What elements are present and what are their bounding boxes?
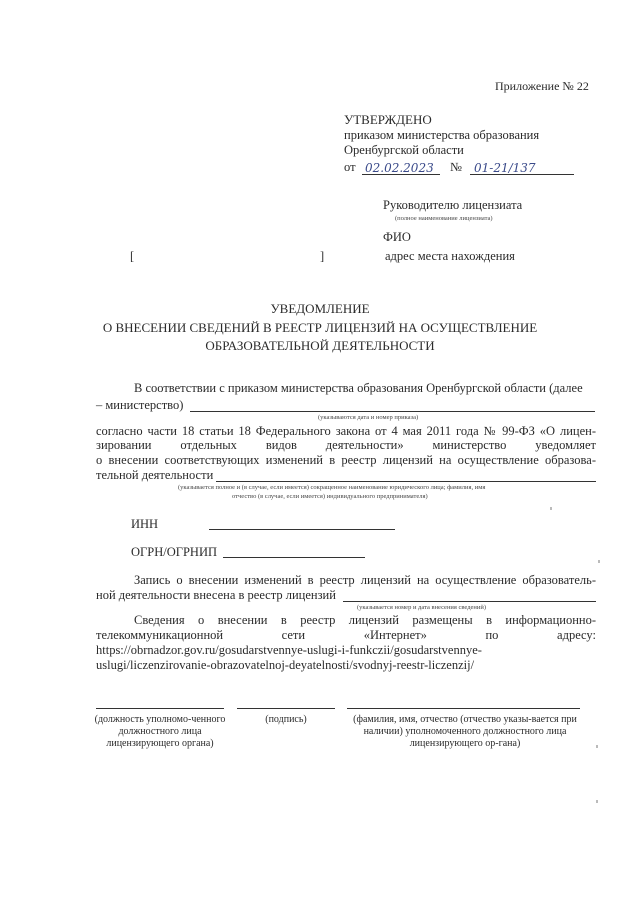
order-number-field bbox=[470, 159, 574, 175]
addressee-fio: ФИО bbox=[383, 230, 411, 244]
signature-line bbox=[237, 708, 335, 709]
approved-label: УТВЕРЖДЕНО bbox=[344, 112, 432, 127]
signature-name-caption: (фамилия, имя, отчество (отчество указы-вается при наличии) уполномоченного должностного лица лицензирующего ор-гана) bbox=[353, 714, 577, 749]
title-line-2: О ВНЕСЕНИИ СВЕДЕНИЙ В РЕЕСТР ЛИЦЕНЗИЙ НА ОСУЩЕСТВЛЕНИЕ bbox=[102, 320, 538, 335]
ogrn-label: ОГРН/ОГРНИП bbox=[131, 545, 217, 559]
p1-hint-2a: (указывается полное и (в случае, если имеется) сокращенное наименование юридического лица; фамилия, имя bbox=[178, 484, 486, 491]
appendix-label: Приложение № 22 bbox=[495, 79, 589, 93]
order-number-handwritten: 01-21/137 bbox=[474, 161, 536, 175]
signature-position-caption: (должность уполномо-ченного должностного лица лицензирующего органа) bbox=[94, 714, 226, 749]
p3-line-4: uslugi/liczenzirovanie-obrazovatelnoj-deyatelnosti/svodnyj-reestr-liczenzij/ bbox=[96, 658, 475, 672]
p3-line-1: Сведения о внесении в реестр лицензий размещены в информационно- bbox=[134, 613, 596, 627]
p1-line-5: о внесении соответствующих изменений в реестр лицензий на осуществление образова- bbox=[96, 453, 596, 467]
p1-line-2: – министерство) bbox=[96, 398, 184, 412]
p1-line-4: зировании отдельных видов деятельности» министерство уведомляет bbox=[96, 438, 596, 452]
p2-line-2: ной деятельности внесена в реестр лицензий bbox=[96, 588, 336, 602]
inn-label: ИНН bbox=[131, 517, 159, 531]
name-line bbox=[347, 708, 580, 709]
order-blank-line bbox=[190, 411, 595, 412]
licensee-blank-line bbox=[216, 481, 596, 482]
order-date-prefix: от bbox=[344, 160, 356, 174]
p1-line-6: тельной деятельности bbox=[96, 468, 214, 482]
addressee-head-hint: (полное наименование лицензиата) bbox=[395, 215, 493, 222]
p3-line-3: https://obrnadzor.gov.ru/gosudarstvennye-uslugi-i-funkczii/gosudarstvennye- bbox=[96, 643, 482, 657]
bracket-close: ] bbox=[320, 249, 325, 263]
p3-line-2: телекоммуникационной сети «Интернет» по адресу: bbox=[96, 628, 596, 642]
p2-hint: (указывается номер и дата внесения сведений) bbox=[357, 604, 487, 611]
signature-sign-caption: (подпись) bbox=[265, 714, 307, 725]
scan-speck bbox=[598, 560, 600, 563]
scan-speck bbox=[596, 745, 598, 748]
title-line-3: ОБРАЗОВАТЕЛЬНОЙ ДЕЯТЕЛЬНОСТИ bbox=[205, 338, 435, 353]
record-blank-line bbox=[343, 601, 596, 602]
scan-speck bbox=[596, 800, 598, 803]
order-line-1: приказом министерства образования bbox=[344, 128, 540, 142]
p1-hint-2b: отчество (в случае, если имеется) индивидуального предпринимателя) bbox=[232, 493, 428, 500]
order-number-prefix: № bbox=[450, 160, 462, 174]
scan-speck bbox=[550, 507, 552, 510]
order-line-2: Оренбургской области bbox=[344, 143, 464, 157]
inn-field bbox=[209, 529, 395, 530]
p2-line-1: Запись о внесении изменений в реестр лицензий на осуществление образователь- bbox=[134, 573, 596, 587]
addressee-head: Руководителю лицензиата bbox=[383, 198, 523, 212]
bracket-open: [ bbox=[130, 249, 135, 263]
addressee-address: адрес места нахождения bbox=[385, 249, 515, 263]
p1-hint-1: (указываются дата и номер приказа) bbox=[318, 414, 419, 421]
order-date-field bbox=[362, 159, 440, 175]
p1-line-3: согласно части 18 статьи 18 Федерального закона от 4 мая 2011 года № 99-ФЗ «О лицен- bbox=[96, 424, 596, 438]
title-line-1: УВЕДОМЛЕНИЕ bbox=[270, 301, 370, 316]
position-line bbox=[96, 708, 224, 709]
ogrn-field bbox=[223, 557, 365, 558]
order-date-handwritten: 02.02.2023 bbox=[365, 161, 434, 175]
p1-line-1: В соответствии с приказом министерства образования Оренбургской области (далее bbox=[134, 381, 583, 395]
